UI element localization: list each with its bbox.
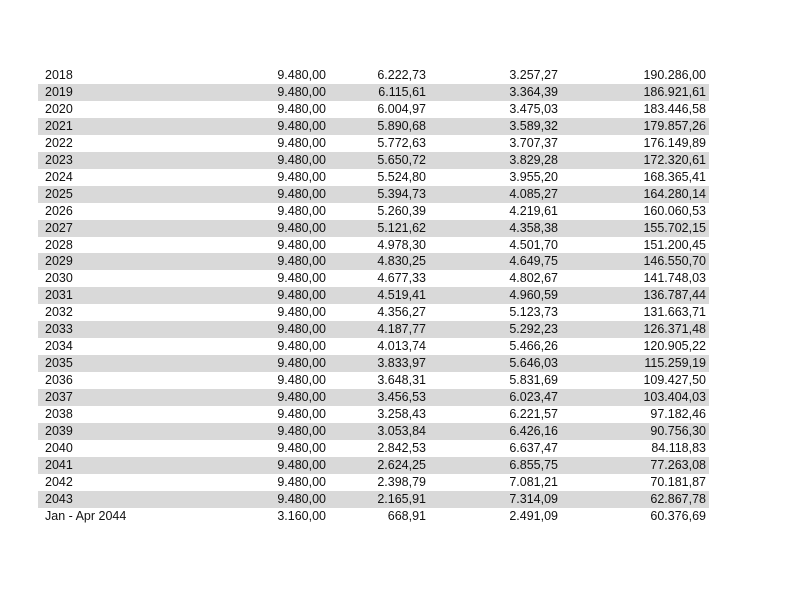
principal-cell: 6.426,16 — [429, 423, 561, 440]
interest-cell: 2.624,25 — [329, 457, 429, 474]
interest-cell: 5.650,72 — [329, 152, 429, 169]
principal-cell: 7.081,21 — [509, 474, 558, 489]
balance-cell: 60.376,69 — [650, 508, 706, 523]
interest-cell: 6.004,97 — [377, 101, 426, 116]
table-row — [38, 270, 709, 287]
principal-cell: 4.358,38 — [429, 220, 561, 237]
principal-cell: 4.802,67 — [509, 271, 558, 286]
principal-cell: 7.314,09 — [429, 491, 561, 508]
period-cell: 2038 — [45, 407, 73, 422]
table-row — [38, 203, 709, 220]
payment-cell: 9.480,00 — [277, 237, 326, 252]
balance-cell: 84.118,83 — [651, 440, 706, 455]
principal-cell: 3.364,39 — [429, 84, 561, 101]
interest-cell: 6.115,61 — [329, 84, 429, 101]
period-cell: 2025 — [38, 186, 242, 203]
payment-cell: 9.480,00 — [277, 373, 326, 388]
payment-cell: 9.480,00 — [277, 101, 326, 116]
balance-cell: 155.702,15 — [561, 220, 709, 237]
balance-cell: 168.365,41 — [643, 169, 706, 184]
table-row — [38, 169, 709, 186]
payment-cell: 3.160,00 — [277, 508, 326, 523]
balance-cell: 115.259,19 — [561, 355, 709, 372]
principal-cell: 3.475,03 — [509, 101, 558, 116]
table-row — [38, 220, 709, 237]
balance-cell: 109.427,50 — [643, 373, 706, 388]
amortization-table — [38, 67, 709, 525]
interest-cell: 3.053,84 — [329, 423, 429, 440]
balance-cell: 62.867,78 — [561, 491, 709, 508]
balance-cell: 190.286,00 — [643, 68, 706, 82]
balance-cell: 164.280,14 — [561, 186, 709, 203]
balance-cell: 151.200,45 — [643, 237, 706, 252]
interest-cell: 4.013,74 — [377, 339, 426, 354]
period-cell: 2020 — [45, 101, 73, 116]
interest-cell: 4.187,77 — [329, 321, 429, 338]
period-cell: 2041 — [38, 457, 242, 474]
period-cell: 2027 — [38, 220, 242, 237]
interest-cell: 4.519,41 — [329, 287, 429, 304]
period-cell: Jan - Apr 2044 — [45, 508, 127, 523]
balance-cell: 146.550,70 — [561, 253, 709, 270]
payment-cell: 9.480,00 — [277, 271, 326, 286]
principal-cell: 5.292,23 — [429, 321, 561, 338]
period-cell: 2018 — [45, 68, 73, 82]
principal-cell: 5.831,69 — [509, 373, 558, 388]
payment-cell: 9.480,00 — [277, 135, 326, 150]
table-row — [38, 338, 709, 355]
period-cell: 2031 — [38, 287, 242, 304]
interest-cell: 3.833,97 — [329, 355, 429, 372]
principal-cell: 6.221,57 — [509, 407, 558, 422]
period-cell: 2030 — [45, 271, 73, 286]
interest-cell: 4.677,33 — [377, 271, 426, 286]
payment-cell: 9.480,00 — [242, 152, 329, 169]
table-row — [38, 389, 709, 406]
balance-cell: 160.060,53 — [643, 203, 706, 218]
payment-cell: 9.480,00 — [242, 84, 329, 101]
principal-cell: 3.257,27 — [509, 68, 558, 82]
table-row — [38, 253, 709, 270]
balance-cell: 141.748,03 — [643, 271, 706, 286]
interest-cell: 3.258,43 — [377, 407, 426, 422]
interest-cell: 3.456,53 — [329, 389, 429, 406]
principal-cell: 4.960,59 — [429, 287, 561, 304]
payment-cell: 9.480,00 — [277, 474, 326, 489]
table-row — [38, 321, 709, 338]
table-row — [38, 406, 709, 423]
period-cell: 2021 — [38, 118, 242, 135]
table-row — [38, 237, 709, 254]
principal-cell: 2.491,09 — [509, 508, 558, 523]
period-cell: 2035 — [38, 355, 242, 372]
table-row — [38, 135, 709, 152]
period-cell: 2023 — [38, 152, 242, 169]
balance-cell: 70.181,87 — [650, 474, 706, 489]
balance-cell: 77.263,08 — [561, 457, 709, 474]
table-row — [38, 67, 709, 84]
interest-cell: 4.978,30 — [377, 237, 426, 252]
payment-cell: 9.480,00 — [242, 321, 329, 338]
payment-cell: 9.480,00 — [242, 118, 329, 135]
period-cell: 2029 — [38, 253, 242, 270]
principal-cell: 3.955,20 — [509, 169, 558, 184]
payment-cell: 9.480,00 — [277, 407, 326, 422]
period-cell: 2028 — [45, 237, 73, 252]
interest-cell: 3.648,31 — [377, 373, 426, 388]
payment-cell: 9.480,00 — [277, 440, 326, 455]
table-row — [38, 287, 709, 304]
period-cell: 2040 — [45, 440, 73, 455]
interest-cell: 6.222,73 — [377, 68, 426, 82]
period-cell: 2036 — [45, 373, 73, 388]
period-cell: 2033 — [38, 321, 242, 338]
interest-cell: 2.842,53 — [377, 440, 426, 455]
interest-cell: 4.830,25 — [329, 253, 429, 270]
payment-cell: 9.480,00 — [277, 169, 326, 184]
principal-cell: 4.501,70 — [509, 237, 558, 252]
principal-cell: 5.123,73 — [509, 305, 558, 320]
table-row — [38, 84, 709, 101]
balance-cell: 179.857,26 — [561, 118, 709, 135]
principal-cell: 5.466,26 — [509, 339, 558, 354]
principal-cell: 6.637,47 — [509, 440, 558, 455]
period-cell: 2043 — [38, 491, 242, 508]
table-row — [38, 304, 709, 321]
balance-cell: 90.756,30 — [561, 423, 709, 440]
balance-cell: 172.320,61 — [561, 152, 709, 169]
balance-cell: 97.182,46 — [650, 407, 706, 422]
period-cell: 2042 — [45, 474, 73, 489]
payment-cell: 9.480,00 — [242, 186, 329, 203]
payment-cell: 9.480,00 — [242, 457, 329, 474]
interest-cell: 5.524,80 — [377, 169, 426, 184]
period-cell: 2022 — [45, 135, 73, 150]
period-cell: 2037 — [38, 389, 242, 406]
balance-cell: 136.787,44 — [561, 287, 709, 304]
period-cell: 2034 — [45, 339, 73, 354]
principal-cell: 3.707,37 — [509, 135, 558, 150]
payment-cell: 9.480,00 — [277, 68, 326, 82]
payment-cell: 9.480,00 — [277, 339, 326, 354]
table-body — [38, 67, 709, 525]
interest-cell: 668,91 — [387, 508, 426, 523]
interest-cell: 5.890,68 — [329, 118, 429, 135]
period-cell: 2024 — [45, 169, 73, 184]
payment-cell: 9.480,00 — [242, 287, 329, 304]
principal-cell: 4.219,61 — [509, 203, 558, 218]
balance-cell: 186.921,61 — [561, 84, 709, 101]
amortization-table-container — [38, 67, 709, 525]
interest-cell: 5.260,39 — [377, 203, 426, 218]
payment-cell: 9.480,00 — [277, 305, 326, 320]
table-row — [38, 474, 709, 491]
period-cell: 2032 — [45, 305, 73, 320]
balance-cell: 126.371,48 — [561, 321, 709, 338]
payment-cell: 9.480,00 — [277, 203, 326, 218]
payment-cell: 9.480,00 — [242, 253, 329, 270]
table-row — [38, 508, 709, 525]
period-cell: 2019 — [38, 84, 242, 101]
balance-cell: 183.446,58 — [643, 101, 706, 116]
period-cell: 2039 — [38, 423, 242, 440]
interest-cell: 5.772,63 — [377, 135, 426, 150]
principal-cell: 5.646,03 — [429, 355, 561, 372]
balance-cell: 120.905,22 — [643, 339, 706, 354]
principal-cell: 6.023,47 — [429, 389, 561, 406]
table-row — [38, 355, 709, 372]
interest-cell: 4.356,27 — [377, 305, 426, 320]
interest-cell: 5.394,73 — [329, 186, 429, 203]
principal-cell: 4.649,75 — [429, 253, 561, 270]
payment-cell: 9.480,00 — [242, 389, 329, 406]
table-row — [38, 372, 709, 389]
interest-cell: 2.398,79 — [377, 474, 426, 489]
period-cell: 2026 — [45, 203, 73, 218]
principal-cell: 3.589,32 — [429, 118, 561, 135]
interest-cell: 2.165,91 — [329, 491, 429, 508]
payment-cell: 9.480,00 — [242, 491, 329, 508]
payment-cell: 9.480,00 — [242, 423, 329, 440]
principal-cell: 3.829,28 — [429, 152, 561, 169]
table-row — [38, 101, 709, 118]
payment-cell: 9.480,00 — [242, 220, 329, 237]
principal-cell: 6.855,75 — [429, 457, 561, 474]
principal-cell: 4.085,27 — [429, 186, 561, 203]
balance-cell: 176.149,89 — [643, 135, 706, 150]
table-row — [38, 491, 709, 508]
table-row — [38, 152, 709, 169]
table-row — [38, 457, 709, 474]
table-row — [38, 423, 709, 440]
payment-cell: 9.480,00 — [242, 355, 329, 372]
table-row — [38, 186, 709, 203]
interest-cell: 5.121,62 — [329, 220, 429, 237]
balance-cell: 131.663,71 — [643, 305, 706, 320]
balance-cell: 103.404,03 — [561, 389, 709, 406]
table-row — [38, 118, 709, 135]
table-row — [38, 440, 709, 457]
